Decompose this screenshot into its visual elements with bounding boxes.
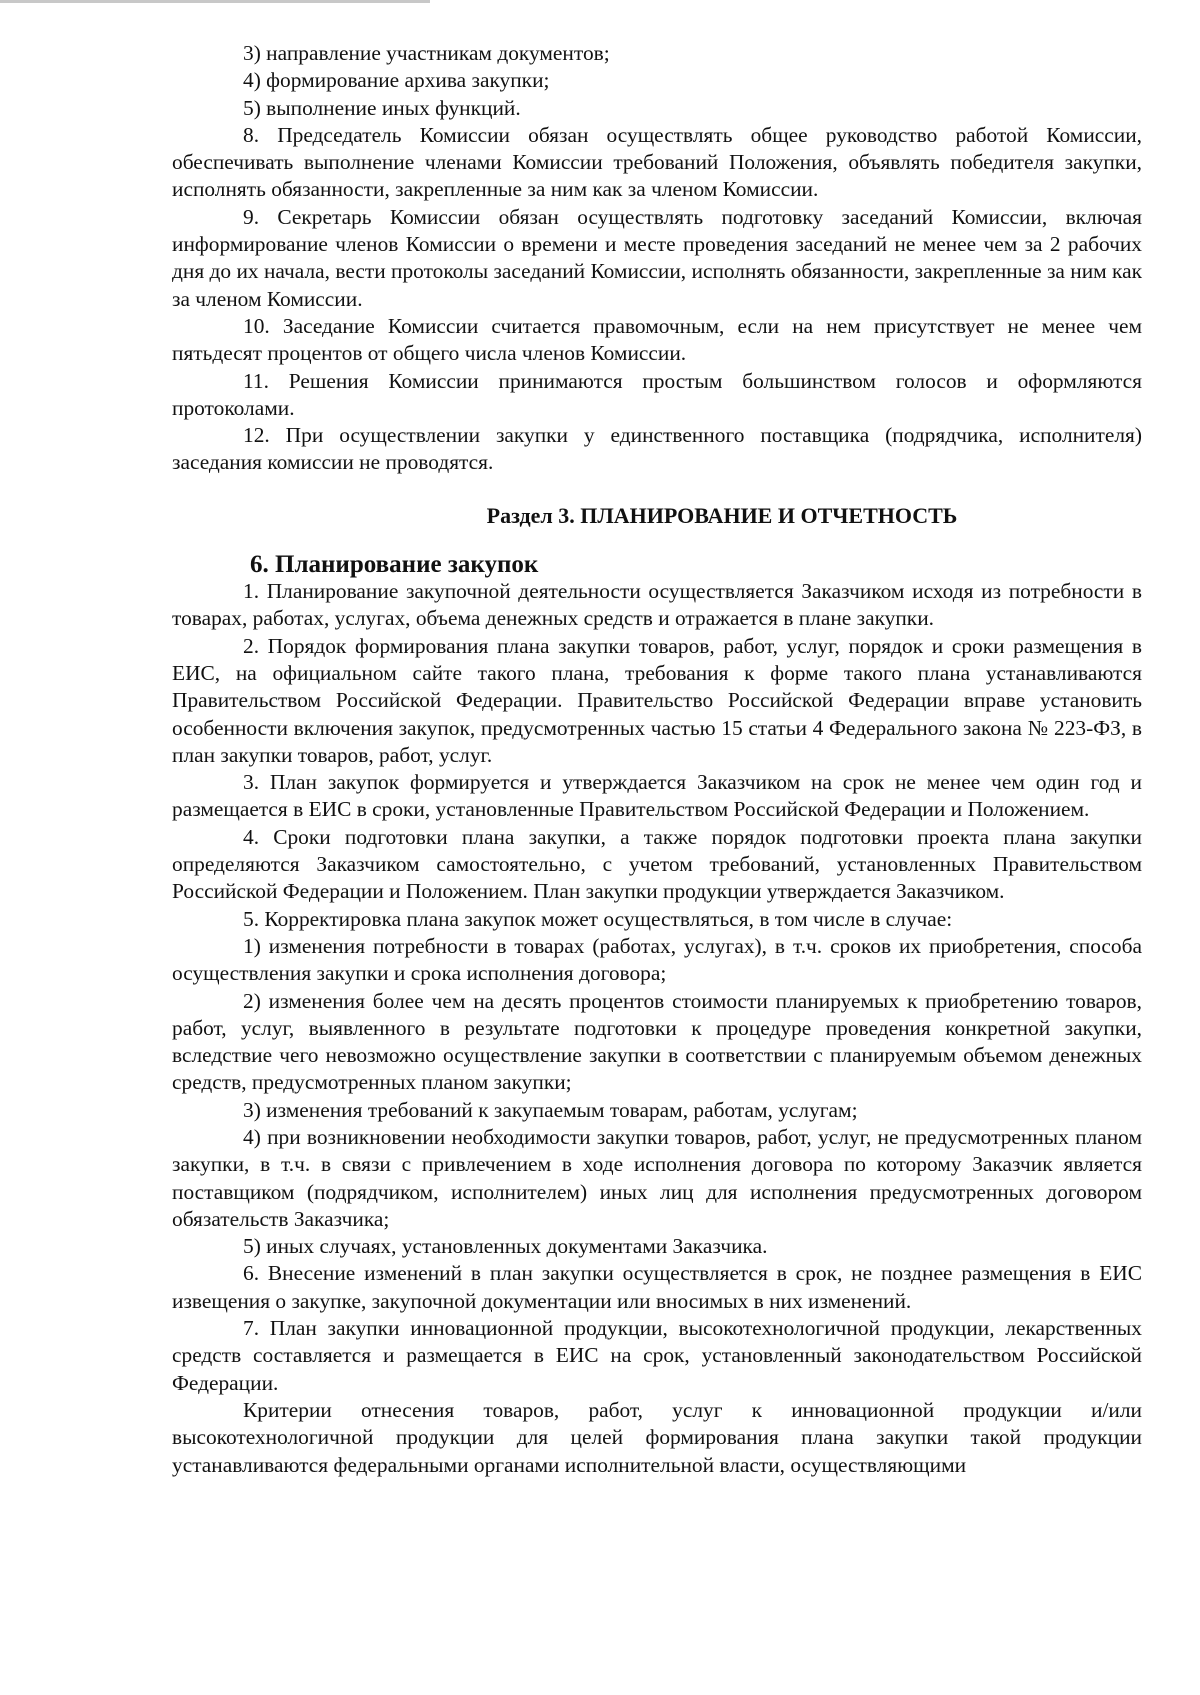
paragraph-main-3: 3. План закупок формируется и утверждается Заказчиком на срок не менее чем один год и размещается в ЕИС в сроки, установленные Правительством Российской Федерации и Положением. <box>172 770 1142 822</box>
paragraph-main-1: 1. Планирование закупочной деятельности осуществляется Заказчиком исходя из потребности в товарах, работах, услугах, объема денежных средств и отражается в плане закупки. <box>172 579 1142 631</box>
paragraph-main-5: 5. Корректировка плана закупок может осуществляться, в том числе в случае: <box>243 906 953 931</box>
subsection-title: 6. Планирование закупок <box>250 550 539 578</box>
paragraph-main-6: 1) изменения потребности в товарах (работах, услугах), в т.ч. сроков их приобретения, способа осуществления закупки и срока исполнения договора; <box>172 933 1142 986</box>
paragraph-main-8: 3) изменения требований к закупаемым товарам, работам, услугам; <box>243 1097 858 1122</box>
document-page <box>172 40 1142 1479</box>
paragraph-top-3: 5) выполнение иных функций. <box>243 95 521 120</box>
paragraph-top-5: 9. Секретарь Комиссии обязан осуществлять подготовку заседаний Комиссии, включая информирование членов Комиссии о времени и месте проведения заседаний не менее чем за 2 рабочих дня до их начала, вести протоколы заседаний Комиссии, исполнять обязанности, закрепленные за ним как за членом Комиссии. <box>172 204 1142 311</box>
paragraph-top-1: 3) направление участникам документов; <box>243 41 610 65</box>
section-title: Раздел 3. ПЛАНИРОВАНИЕ И ОТЧЕТНОСТЬ <box>486 502 958 528</box>
paragraph-main-4: 4. Сроки подготовки плана закупки, а также порядок подготовки проекта плана закупки определяются Заказчиком самостоятельно, с учетом требований, установленных Правительством Российской Федерации и Положением. План закупки продукции утверждается Заказчиком. <box>172 824 1142 904</box>
paragraph-top-8: 12. При осуществлении закупки у единственного поставщика (подрядчика, исполнителя) заседания комиссии не проводятся. <box>172 423 1142 475</box>
paragraph-top-7: 11. Решения Комиссии принимаются простым большинством голосов и оформляются протоколами. <box>172 368 1142 420</box>
paragraph-main-2: 2. Порядок формирования плана закупки товаров, работ, услуг, порядок и сроки размещения в ЕИС, на официальном сайте такого плана, требования к форме такого плана устанавливаются Правительством Российской Федерации. Правительство Российской Федерации вправе установить особенности включения закупок, предусмотренных частью 15 статьи 4 Федерального закона № 223-ФЗ, в план закупки товаров, работ, услуг. <box>172 633 1142 767</box>
paragraph-main-10: 5) иных случаях, установленных документами Заказчика. <box>243 1234 768 1259</box>
paragraph-top-6: 10. Заседание Комиссии считается правомочным, если на нем присутствует не менее чем пятьдесят процентов от общего числа членов Комиссии. <box>172 313 1142 366</box>
paragraph-main-12: 7. План закупки инновационной продукции, высокотехнологичной продукции, лекарственных средств составляется и размещается в ЕИС на срок, установленный законодательством Российской Федерации. <box>172 1316 1142 1395</box>
paragraph-main-7: 2) изменения более чем на десять процентов стоимости планируемых к приобретению товаров, работ, услуг, выявленного в результате подготовки к процедуре проведения конкретной закупки, вследствие чего невозможно осуществление закупки в соответствии с планируемым объемом денежных средств, предусмотренных планом закупки; <box>172 988 1142 1095</box>
paragraph-top-2: 4) формирование архива закупки; <box>243 68 550 93</box>
paragraph-main-9: 4) при возникновении необходимости закупки товаров, работ, услуг, не предусмотренных планом закупки, в т.ч. в связи с привлечением в ходе исполнения договора по которому Заказчик является поставщиком (подрядчиком, исполнителем) иных лиц для исполнения предусмотренных договором обязательств Заказчика; <box>172 1124 1142 1231</box>
paragraph-main-13: Критерии отнесения товаров, работ, услуг к инновационной продукции и/или высокотехнологичной продукции для целей формирования плана закупки такой продукции устанавливаются федеральными органами исполнительной власти, осуществляющими <box>172 1397 1142 1477</box>
paragraph-top-4: 8. Председатель Комиссии обязан осуществлять общее руководство работой Комиссии, обеспечивать выполнение членами Комиссии требований Положения, объявлять победителя закупки, исполнять обязанности, закрепленные за ним как за членом Комиссии. <box>172 122 1142 202</box>
scan-edge-mark <box>0 0 430 3</box>
paragraph-main-11: 6. Внесение изменений в план закупки осуществляется в срок, не позднее размещения в ЕИС извещения о закупке, закупочной документации или вносимых в них изменений. <box>172 1261 1142 1313</box>
